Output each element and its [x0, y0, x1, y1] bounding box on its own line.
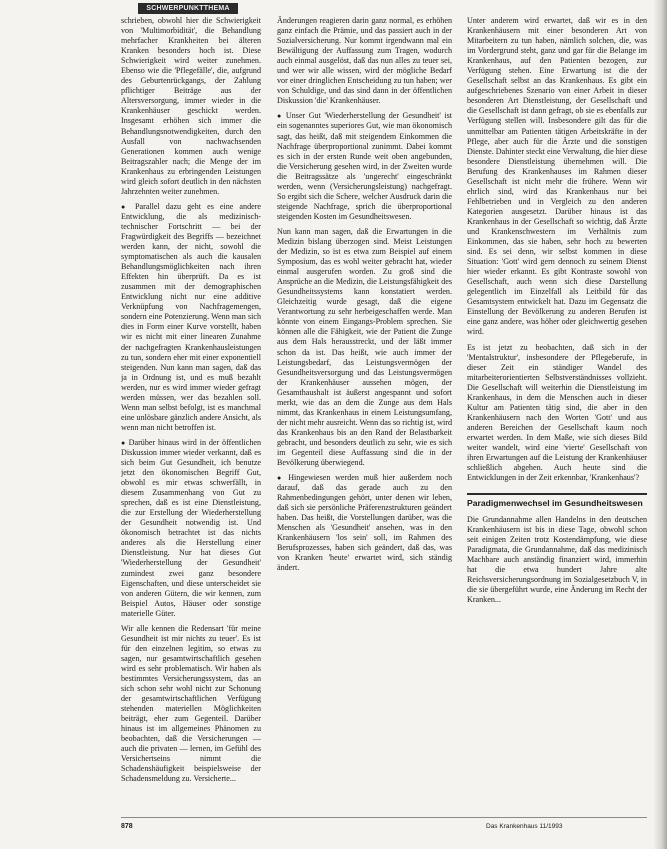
- paragraph: Nun kann man sagen, daß die Erwartungen in die Medizin bislang überzogen sind. Meist Leistungen der Medizin, so ist es etwa zum Beispiel auf einem Symposium, das es wohl weiter gebracht hat, wieder einmal ausgerufen worden. Zu groß sind die Ansprüche an die Medizin, die Leistungsfähigkeit des Gesundheitssystems kann konstatiert werden. Gleichzeitig wurde gesagt, daß die eigene Verantwortung zu sehr herbeigeschaffen werde. Man könnte von einem Eingangs-Problem sprechen. Sie können alle die Fähigkeit, wie der Patient die Zunge aus dem Hals herausstreckt, und der läßt immer schon da ist. Das heißt, wie auch immer der Leistungsbedarf, das Leistungsvermögen der Gesundheitsversorgung und das Leistungsvermögen der Krankenhäuser aussehen mögen, der Gesamthaushalt ist äußerst angespannt und sofort merkt, wie das an dem die Zunge aus dem Hals nimmt, das Krankenhaus in einem Leistungsumfang, der nicht mehr ausreicht. Wenn das so richtig ist, wird das Krankenhaus bis an den Rand der Belastbarkeit gebracht, und besonders deutlich zu sehr, wie es sich im Gegenteil diese Auffassung sind die in der Bevölkerung überwiegend.: [277, 226, 452, 468]
- paragraph: Änderungen reagieren darin ganz normal, es erhöhen ganz einfach die Prämie, und das passiert auch in der Sozialversicherung. Nur kommt irgendwann mal ein Bewältigung der Auffassung zum Tragen, wodurch auch einmal ausgelöst, daß das nun alles zu teuer sei, und wer wir alle wissen, wird der mögliche Bedarf vor einer dringlichen Entscheidung zu tun haben; wer von Schuldige, und das sind dann in der öffentlichen Diskussion 'die' Krankenhäuser.: [277, 16, 452, 106]
- paragraph: ● Unser Gut 'Wiederherstellung der Gesundheit' ist ein sogenanntes superiores Gut, wie man ökonomisch sagt, das heißt, daß mit steigendem Einkommen die Nachfrage überproportional zunimmt. Dabei kommt es sich in der ersten Runde weit oben angebunden, die Versicherung gesehen wird, in der Zweiten wurde die Beitragssätze als 'ungerecht' eingeschränkt werden, wenn (Versicherungsleistung) nachgefragt. So ergibt sich die Schere, welcher Ausdruck darin die steigende Nachfrage, sprich die überproportional steigenden Kosten im Gesundheitswesen.: [277, 111, 452, 222]
- page-number: 878: [121, 823, 133, 830]
- footer-divider: [121, 817, 647, 818]
- paragraph: ● Hingewiesen werden muß hier außerdem noch darauf, daß das gerade auch zu den Rahmenbedingungen gehört, unter denen wir leben, daß sich sie persönliche Präferenzstrukturen geändert haben. Das heißt, die Vorstellungen darüber, was die Menschen als 'Gesundheit' ansehen, was in den Krankenhäusern 'los sein' soll, im Rahmen des Berufsprozesses, haben sich geändert, daß das, was von Kranken 'heute' erwartet wird, sich ständig ändert.: [277, 473, 452, 573]
- paragraph: Unter anderem wird erwartet, daß wir es in den Krankenhäusern mit einer besonderen Art von Mitarbeitern zu tun haben, nämlich solchen, die, was im Vordergrund steht, ganz und gar für die Belange im Krankenhaus, auf den Patienten bezogen, zur Verfügung stehen. Eine Erwartung ist die der Gesellschaft selbst an das Krankenhaus. Es gibt ein aufgeschriebenes Szenario von einer Arbeit in dieser besonderen Art Dienstleistung, der Gesellschaft und die Gesellschaft ist dann gefragt, ob sie es ebenfalls zur Verfügung stellen will. Insbesondere gilt das für die unmittelbar am Patienten tätigen Arbeitskräfte in der Pflege, aber auch für die Ärzte und die sonstigen Dienste. Dahinter steckt eine Verwaltung, die hier diese besondere Dienstleistung übernehmen will. Die Berufung des Krankenhauses im Rahmen dieser Gesellschaft ist nicht mehr die frühere. Wenn wir ehrlich sind, wird das Krankenhaus nur bei Fehlbetrieben und in Vergleich zu den anderen Kategorien ausgesetzt. Darüber hinaus ist das Krankenhaus in der Gesellschaft so wichtig, daß Ärzte und Krankenschwestern im Verhältnis zum Einkommen, das sie haben, sehr hoch zu bewerten sind. Es sei denn, wir selbst kommen in diese Situation: 'Gott' wird gern dennoch zu seinem Dienst hier wieder erkannt. Es gibt Kontraste sowohl von Gesellschaft, auch wenn sich diese Darstellung gelegentlich im Einzelfall als Leitbild für das Gesamtsystem entwickelt hat. Dazu im Gegensatz die Einstellung der Bevölkerung zu anderen Berufen ist eine ganz andere, was höher oder gleichwertig gesehen wird.: [467, 16, 647, 337]
- article-column-1: [121, 16, 261, 816]
- paragraph: Die Grundannahme allen Handelns in den deutschen Krankenhäusern ist bis in diese Tage, obwohl schon seit einigen Zeiten trotz Kostendämpfung, wie diese Paradigmata, die Grundannahme, daß das medizinisch Machbare auch anständig finanziert wird, immerhin hat die etwa hundert Jahre alte Reichsversicherungsordnung im Sozialgesetzbuch V, in die sie übergeführt wurde, eine Änderung im Recht der Kranken...: [467, 514, 647, 605]
- paragraph: ● Darüber hinaus wird in der öffentlichen Diskussion immer wieder verkannt, daß es sich beim Gut Gesundheit, ich benutze jetzt den ökonomischen Begriff Gut, obwohl es mir etwas schwerfällt, in diesem Zusammenhang von Gut zu sprechen, daß es ist eine Dienstleistung, die zur Erstellung der Wiederherstellung der Gesundheit notwendig ist. Und ökonomisch betrachtet ist das nichts anderes als die Herstellung einer Dienstleistung. Nur hat dieses Gut 'Wiederherstellung der Gesundheit' zumindest zwei ganz besondere Eigenschaften, und diese unterscheidet sie von anderen Gütern, die wir kennen, zum Beispiel Autos, Häuser oder sonstige materielle Güter.: [121, 438, 261, 619]
- paragraph: Wir alle kennen die Redensart 'für meine Gesundheit ist mir nichts zu teuer'. Es ist für den einzelnen legitim, so etwas zu sagen, nur gesamtwirtschaftlich gesehen wird es sehr problematisch. Wir haben als bestimmtes Versicherungssystem, das an sich schon sehr wohl nicht zur Schonung der gesamtwirtschaftlichen Verfügung stehenden materiellen Möglichkeiten beiträgt, eher zum Gegenteil. Darüber hinaus ist im allgemeines Phänomen zu beobachten, daß die Versicherungen — auch die privaten — lernen, im Gefühl des Versichertseins nimmt die Schadenshäufigkeit beispielsweise der Schadensmeldung zu. Versicherte...: [121, 623, 261, 784]
- paragraph: schrieben, obwohl hier die Schwierigkeit von 'Multimorbidität', die Behandlung mehrfacher Krankheiten bei älteren Kranken besonders hoch ist. Diese Schwierigkeit wird weiter zunehmen. Ebenso wie die 'Pflegefälle', die, aufgrund des Geburtenrückgangs, der Zahlung pflichtiger Beiträge aus der Altersversorgung, immer wieder in die Krankenhäuser geschickt werden. Insgesamt erhöhen sich immer die Behandlungsnotwendigkeiten, durch den Ausfall von nachwachsenden Generationen kommen auch wenige Beitragszahler nach; die Menge der im Krankenhaus zu erbringenden Leistungen wird gleich sofort deutlich in den nächsten Jahrzehnten weiter zunehmen.: [121, 16, 261, 196]
- article-column-3: [467, 16, 647, 816]
- section-header-tab: SCHWERPUNKTTHEMA: [138, 3, 238, 14]
- page-scan-shadow: [653, 0, 667, 849]
- publication-footer: Das Krankenhaus 11/1993: [486, 823, 563, 830]
- paragraph: Es ist jetzt zu beobachten, daß sich in der 'Mentalstruktur', insbesondere der Pflegeberufe, in dieser Zeit ein ständiger Wandel des mitarbeiterorientierten Selbstverständnisses vollzieht. Die Gesellschaft will weiterhin die Dienstleistung im Krankenhaus, in dem die Menschen auch in dieser Kultur am Patienten tätig sind, die aber in den Krankenhäusern nach den Worten 'Gott' und aus anderen Bereichen der Gesellschaft kaum noch erwartet werden. In dem Maße, wie sich dieses Bild weiter wandelt, wird eine 'vierte' Gesellschaft von ihren Erwartungen auf die Leistung der Krankenhäuser schließlich abgehen. Auch heute sind die Entwicklungen in der Zeit erkennbar, 'Krankenhaus'?: [467, 342, 647, 483]
- section-subheading: Paradigmenwechsel im Gesundheitswesen: [467, 493, 647, 509]
- article-column-2: [277, 16, 452, 816]
- paragraph: ● Parallel dazu geht es eine andere Entwicklung, die als medizinisch-technischer Fortschritt — bei der Fragwürdigkeit des Begriffs — bezeichnet werden kann, der nicht, sowohl die symptomatischen als auch die kausalen Behandlungsmöglichkeiten nach ihren Effekten hin überprüft. Da es ist zusammen mit der demographischen Entwicklung nicht nur eine additive Verknüpfung von Nachfragemengen, sondern eine Potenzierung. Wenn man sich dies in Form einer Kurve vorstellt, haben wir es nicht mit einer linearen Zunahme der nachgefragten Krankenhausleistungen zu tun, sondern eher mit einer exponentiell steigenden. Nun kann man sagen, daß das ja in Ordnung ist, und es muß bezahlt werden, nur es wird immer wieder gefragt werden müssen, wer das bezahlen soll. Wenn man selbst befolgt, ist es manchmal eine unlösbare gänzlich andere Ansicht, als wenn man nicht betroffen ist.: [121, 202, 261, 433]
